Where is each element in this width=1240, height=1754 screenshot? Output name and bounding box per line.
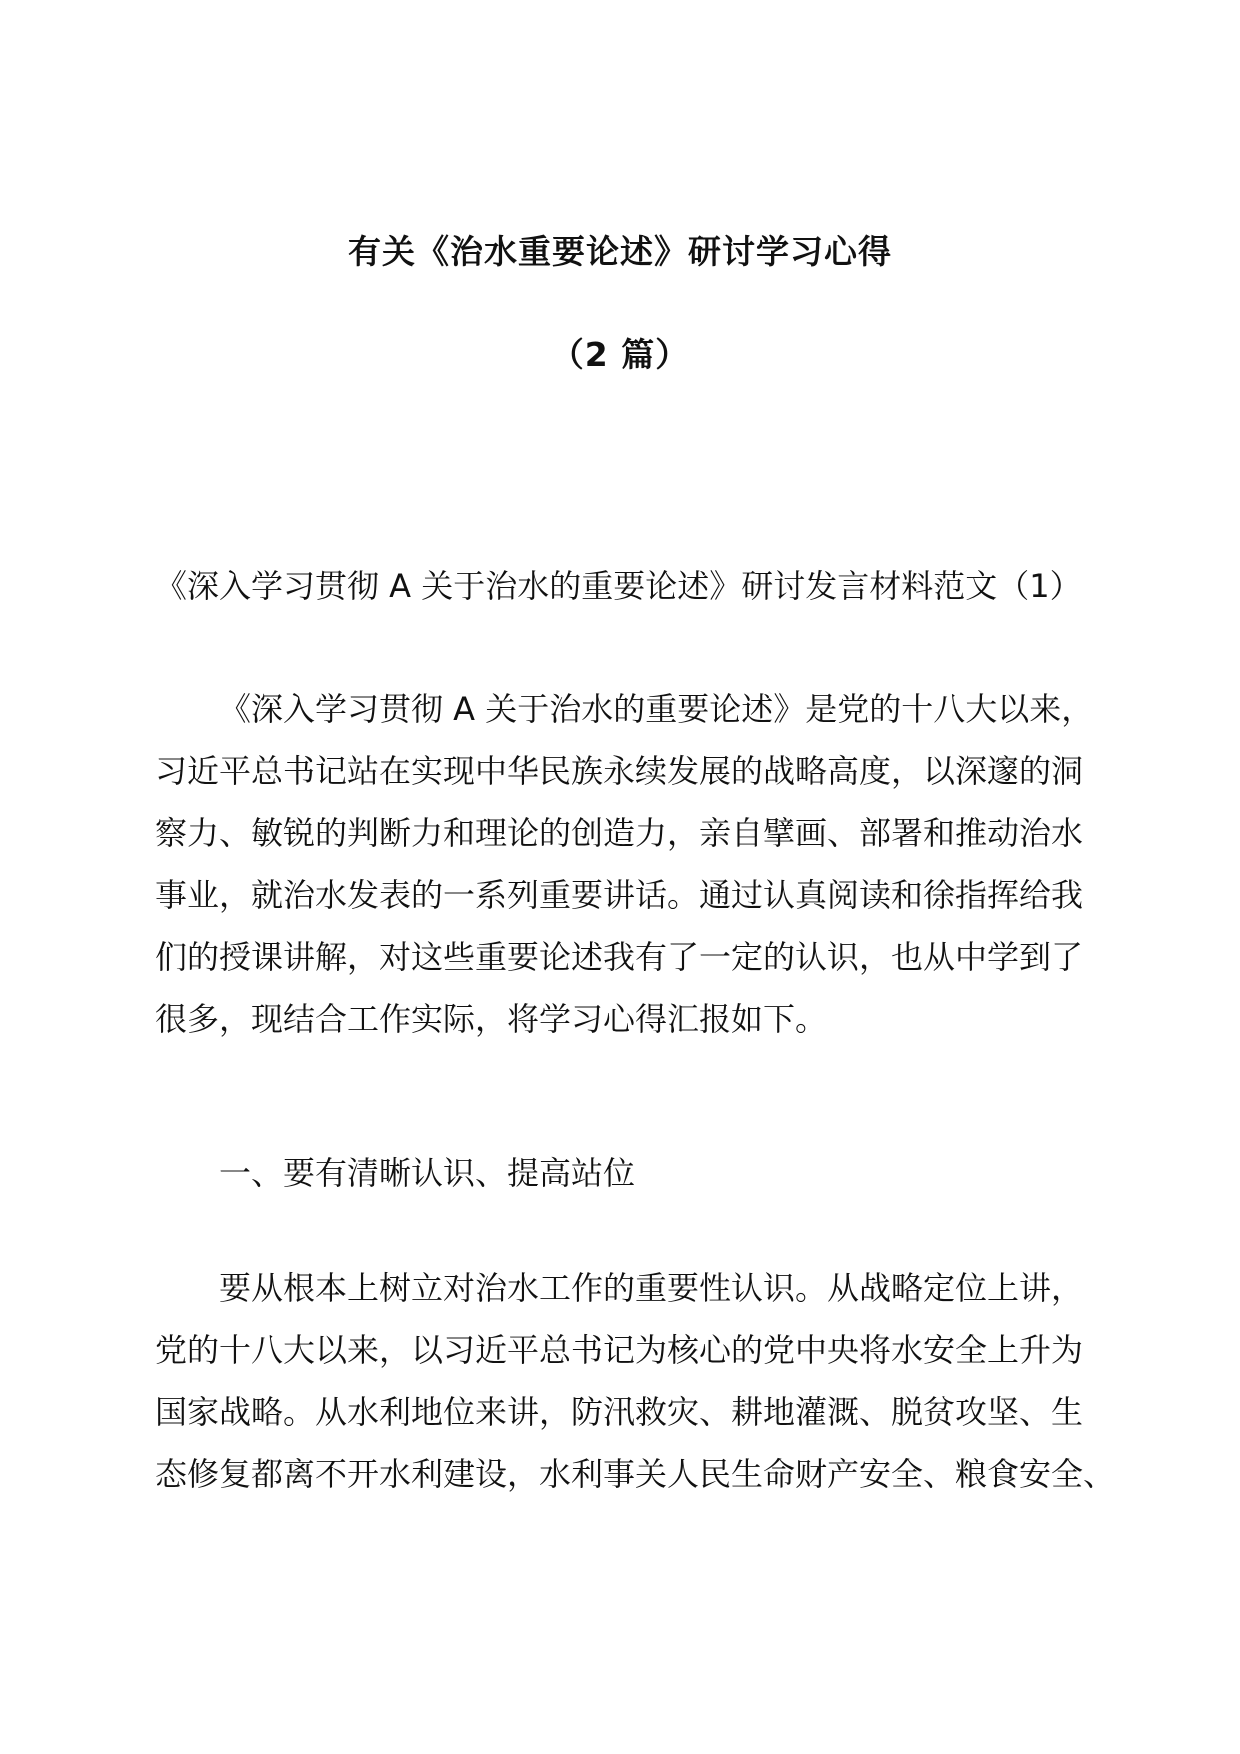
paragraph-body — [155, 1257, 1116, 1505]
paragraph-line: 态修复都离不开水利建设，水利事关人民生命财产安全、粮食安全、 — [155, 1455, 1116, 1493]
paragraph-line: 们的授课讲解，对这些重要论述我有了一定的认识，也从中学到了 — [155, 938, 1084, 976]
section-heading: 《深入学习贯彻 A 关于治水的重要论述》研讨发言材料范文（1） — [155, 567, 1082, 605]
paragraph-line: 习近平总书记站在实现中华民族永续发展的战略高度，以深邃的洞 — [155, 752, 1084, 790]
paragraph-intro — [155, 678, 1095, 1050]
subsection-heading-text: 一、要有清晰认识、提高站位 — [219, 1154, 636, 1192]
paragraph-line: 《深入学习贯彻 A 关于治水的重要论述》是党的十八大以来， — [219, 690, 1094, 728]
subsection-heading — [155, 1142, 1095, 1204]
paragraph-line: 察力、敏锐的判断力和理论的创造力，亲自擘画、部署和推动治水 — [155, 814, 1084, 852]
paragraph-line: 要从根本上树立对治水工作的重要性认识。从战略定位上讲， — [219, 1269, 1084, 1307]
paragraph-line: 很多，现结合工作实际，将学习心得汇报如下。 — [155, 1000, 828, 1038]
paragraph-line: 事业，就治水发表的一系列重要讲话。通过认真阅读和徐指挥给我 — [155, 876, 1084, 914]
paragraph-line: 国家战略。从水利地位来讲，防汛救灾、耕地灌溉、脱贫攻坚、生 — [155, 1393, 1084, 1431]
document-title: 有关《治水重要论述》研讨学习心得 — [348, 232, 892, 271]
paragraph-line: 党的十八大以来，以习近平总书记为核心的党中央将水安全上升为 — [155, 1331, 1084, 1369]
document-subtitle: （2 篇） — [550, 335, 690, 374]
